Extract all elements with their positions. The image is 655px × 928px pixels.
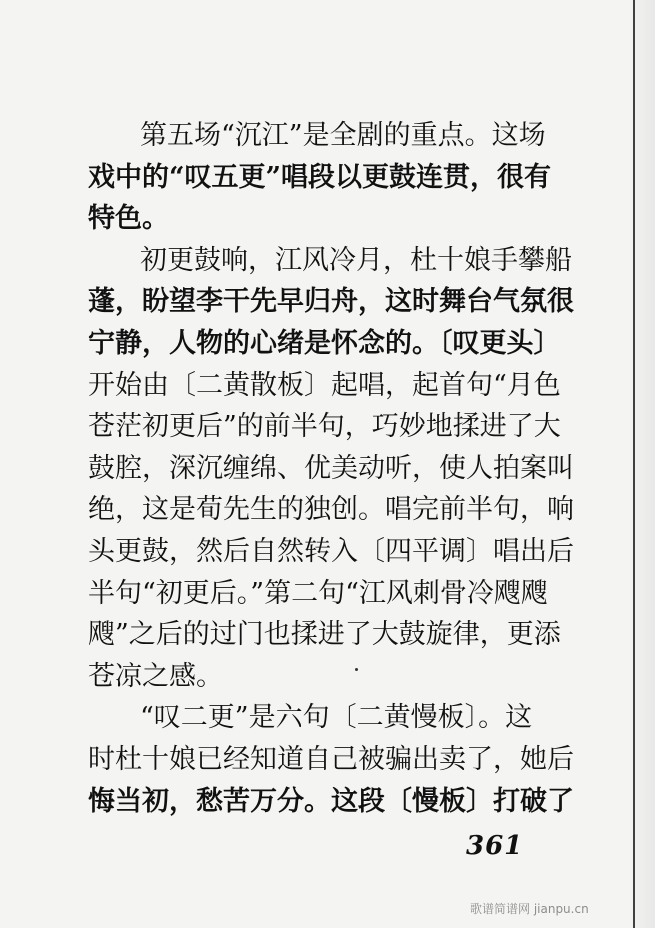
paragraph-2-line-8: 头更鼓，然后自然转入〔四平调〕唱出后: [88, 536, 574, 567]
paragraph-2-line-11: 苍凉之感。: [88, 661, 223, 692]
paragraph-3-line-3: 悔当初，愁苦万分。这段〔慢板〕打破了: [88, 786, 574, 817]
paragraph-2-line-3: 宁静，人物的心绪是怀念的。〔叹更头〕: [88, 328, 561, 359]
paragraph-2-line-10: 飕”之后的过门也揉进了大鼓旋律，更添: [88, 619, 561, 650]
paragraph-2-line-5: 苍茫初更后”的前半句，巧妙地揉进了大: [88, 411, 561, 442]
paragraph-2-line-1: 初更鼓响，江风冷月，杜十娘手攀船: [140, 245, 572, 276]
page-number: 361: [466, 831, 524, 861]
paragraph-1-line-3: 特色。: [88, 203, 169, 234]
site-watermark: 歌谱简谱网 jianpu.cn: [470, 902, 589, 916]
paragraph-2-line-6: 鼓腔，深沉缠绵、优美动听，使人拍案叫: [88, 453, 574, 484]
paragraph-2-line-9: 半句“初更后。”第二句“江风刺骨冷飕飕: [88, 578, 548, 609]
paragraph-1-line-1: 第五场“沉江”是全剧的重点。这场: [140, 120, 546, 151]
paragraph-2-line-2: 蓬，盼望李干先早归舟，这时舞台气氛很: [88, 286, 574, 317]
paragraph-1-line-2: 戏中的“叹五更”唱段以更鼓连贯，很有: [88, 162, 552, 193]
paragraph-2-line-7: 绝，这是荀先生的独创。唱完前半句，响: [88, 494, 574, 525]
stray-ink-dot: [355, 668, 358, 671]
paragraph-3-line-1: “叹二更”是六句〔二黄慢板〕。这: [140, 702, 533, 733]
paragraph-2-line-4: 开始由〔二黄散板〕起唱，起首句“月色: [88, 370, 561, 401]
book-binding-edge: [633, 0, 635, 928]
paragraph-3-line-2: 时杜十娘已经知道自己被骗出卖了，她后: [88, 744, 574, 775]
